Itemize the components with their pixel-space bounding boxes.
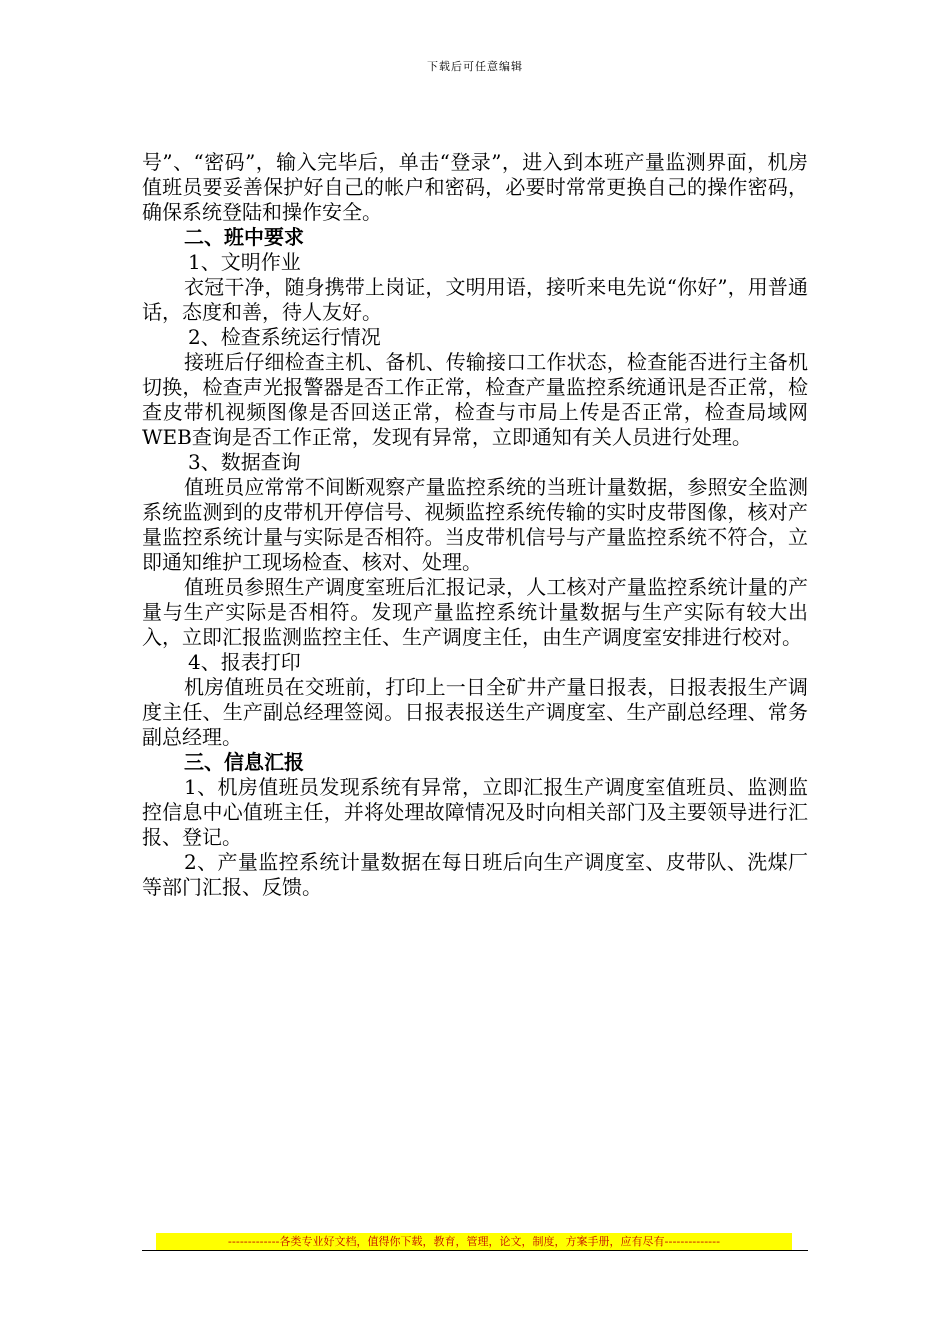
- subsection-title-1: 1、文明作业: [188, 250, 301, 274]
- page-header-note: 下载后可任意编辑: [427, 60, 523, 73]
- section-heading-3: 三、信息汇报: [184, 750, 304, 774]
- footer-divider: [142, 1250, 808, 1251]
- subsection-title-3: 3、数据查询: [188, 450, 301, 474]
- subsection-text-4: 机房值班员在交班前，打印上一日全矿井产量日报表，日报表报生产调度主任、生产副总经理签阅。日报表报送生产调度室、生产副总经理、常务副总经理。: [142, 675, 808, 749]
- info-item-2: 2、产量监控系统计量数据在每日班后向生产调度室、皮带队、洗煤厂等部门汇报、反馈。: [142, 850, 808, 899]
- subsection-text-3b: 值班员参照生产调度室班后汇报记录，人工核对产量监控系统计量的产量与生产实际是否相符。发现产量监控系统计量数据与生产实际有较大出入，立即汇报监测监控主任、生产调度主任，由生产调度室安排进行校对。: [142, 575, 808, 649]
- subsection-text-3a: 值班员应常常不间断观察产量监控系统的当班计量数据，参照安全监测系统监测到的皮带机开停信号、视频监控系统传输的实时皮带图像，核对产量监控系统计量与实际是否相符。当皮带机信号与产量监控系统不符合，立即通知维护工现场检查、核对、处理。: [142, 475, 808, 574]
- footer-banner: -------------各类专业好文档，值得你下载，教育，管理，论文，制度，方案手册，应有尽有--------------: [156, 1233, 792, 1250]
- subsection-text-1: 衣冠干净，随身携带上岗证，文明用语，接听来电先说“你好”，用普通话，态度和善，待人友好。: [142, 275, 808, 324]
- section-heading-2: 二、班中要求: [184, 225, 304, 249]
- subsection-title-2: 2、检查系统运行情况: [188, 325, 381, 349]
- info-item-1: 1、机房值班员发现系统有异常，立即汇报生产调度室值班员、监测监控信息中心值班主任，并将处理故障情况及时向相关部门及主要领导进行汇报、登记。: [142, 775, 808, 849]
- document-body: [142, 150, 808, 900]
- intro-paragraph: 号”、“密码”，输入完毕后，单击“登录”，进入到本班产量监测界面，机房值班员要妥善保护好自己的帐户和密码，必要时常常更换自己的操作密码，确保系统登陆和操作安全。: [142, 150, 808, 224]
- subsection-text-2: 接班后仔细检查主机、备机、传输接口工作状态，检查能否进行主备机切换，检查声光报警器是否工作正常，检查产量监控系统通讯是否正常，检查皮带机视频图像是否回送正常，检查与市局上传是否正常，检查局域网WEB查询是否工作正常，发现有异常，立即通知有关人员进行处理。: [142, 350, 808, 449]
- subsection-title-4: 4、报表打印: [188, 650, 301, 674]
